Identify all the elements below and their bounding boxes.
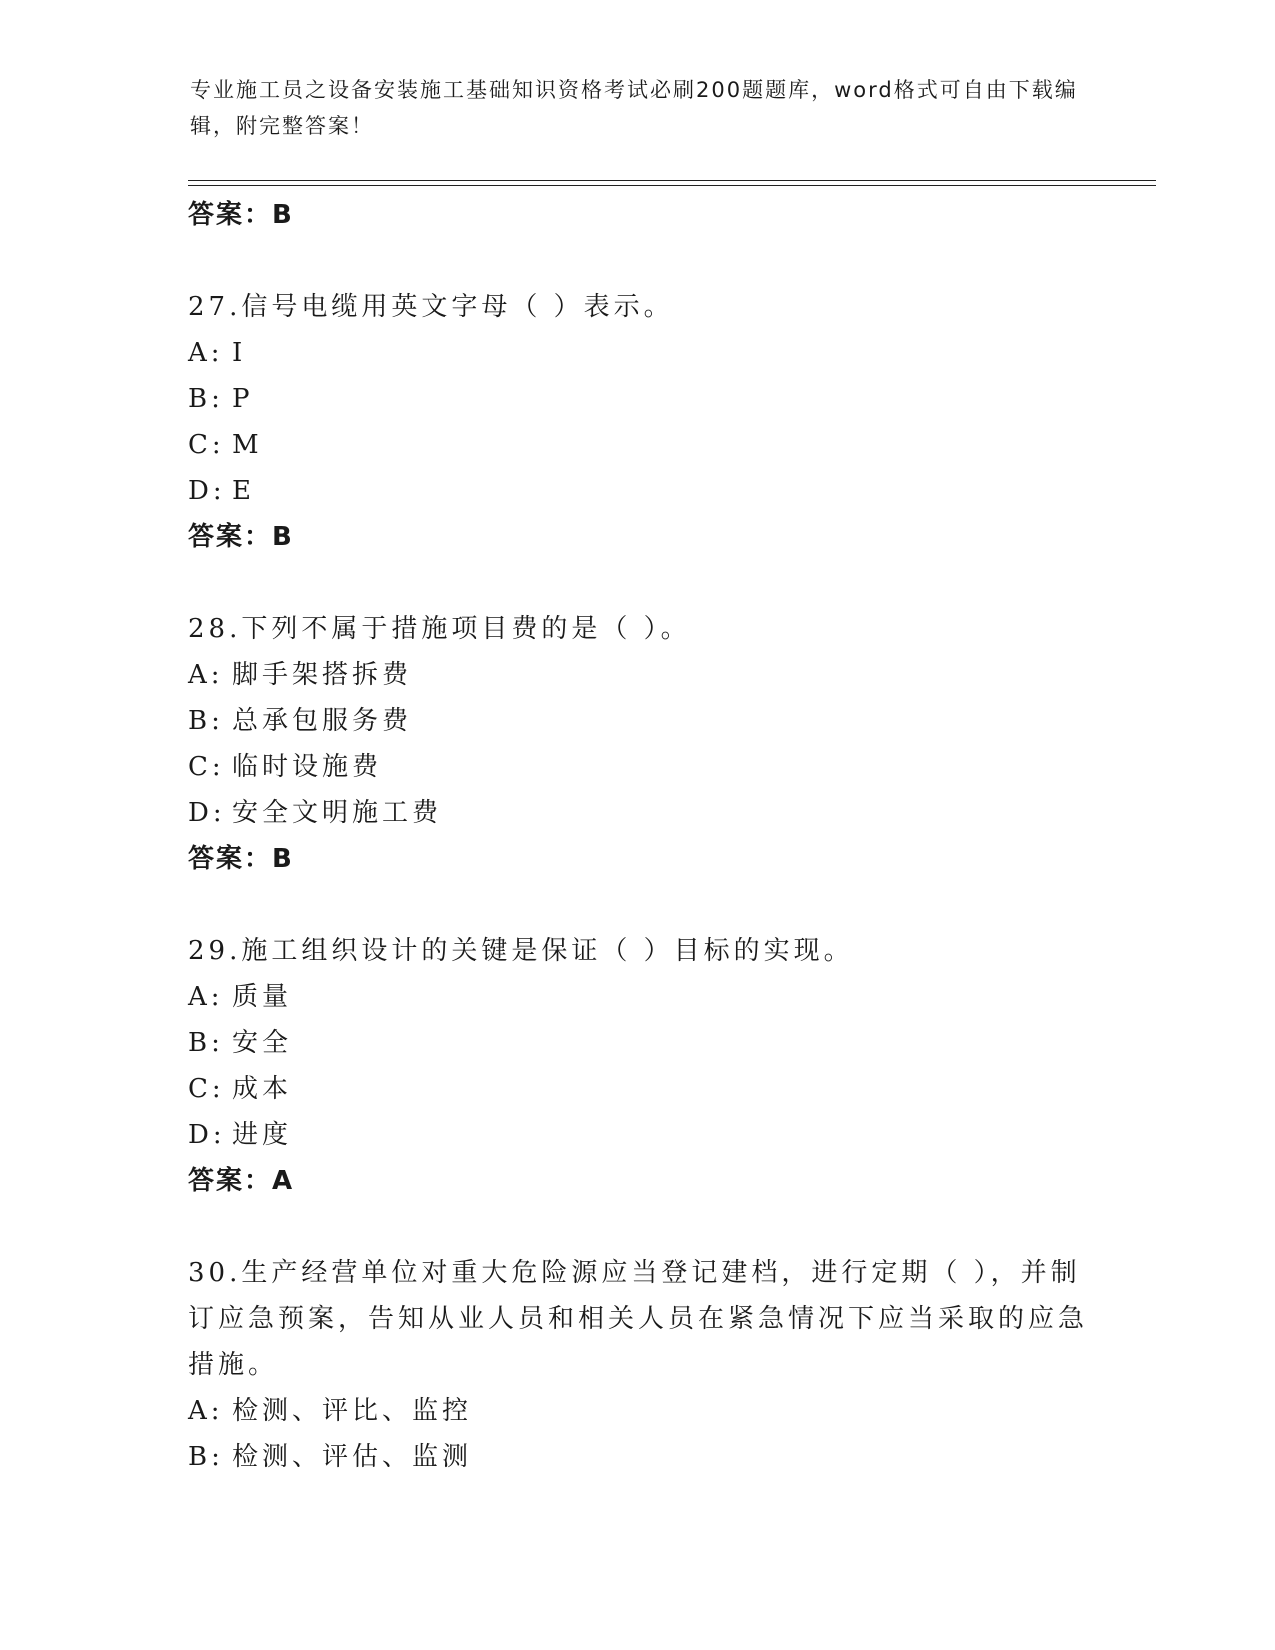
option-letter: C:: [188, 752, 225, 782]
option-letter: B:: [188, 384, 224, 414]
option-text: 检测、评估、监测: [232, 1442, 473, 1472]
question-29: [188, 928, 1088, 1204]
option-text: 质量: [232, 982, 293, 1012]
option-text: 安全: [232, 1028, 293, 1058]
answer-line: 答案：B: [188, 522, 294, 552]
option-c: [188, 1066, 1088, 1112]
option-text: 检测、评比、监控: [232, 1396, 473, 1426]
option-b: [188, 1020, 1088, 1066]
option-a: [188, 330, 1088, 376]
option-letter: A:: [188, 338, 224, 368]
option-letter: A:: [188, 660, 224, 690]
option-letter: C:: [188, 1074, 225, 1104]
option-letter: B:: [188, 706, 224, 736]
answer-line: 答案：A: [188, 1166, 295, 1196]
option-c: [188, 422, 1088, 468]
answer-line: 答案：B: [188, 200, 294, 230]
option-letter: A:: [188, 982, 224, 1012]
option-text: 进度: [232, 1120, 293, 1150]
option-a: [188, 1388, 1088, 1434]
header-rule-top: [188, 180, 1156, 181]
option-text: P: [232, 384, 254, 414]
question-title: 29.施工组织设计的关键是保证（ ）目标的实现。: [188, 936, 854, 966]
option-text: I: [232, 338, 247, 368]
header-text: 专业施工员之设备安装施工基础知识资格考试必刷200题题库，word格式可自由下载编辑，附完整答案！: [190, 78, 1078, 138]
option-text: 成本: [232, 1074, 293, 1104]
question-title: 30.生产经营单位对重大危险源应当登记建档，进行定期（ ），并制订应急预案，告知从业人员和相关人员在紧急情况下应当采取的应急措施。: [188, 1258, 1089, 1380]
option-letter: D:: [188, 1120, 226, 1150]
spacer: [188, 238, 1088, 284]
option-d: [188, 1112, 1088, 1158]
spacer: [188, 1204, 1088, 1250]
option-c: [188, 744, 1088, 790]
answer-line: 答案：B: [188, 844, 294, 874]
option-text: 临时设施费: [232, 752, 383, 782]
option-text: 脚手架搭拆费: [232, 660, 413, 690]
option-b: [188, 376, 1088, 422]
option-text: M: [232, 430, 263, 460]
page-content: [188, 192, 1088, 1480]
option-letter: A:: [188, 1396, 224, 1426]
spacer: [188, 560, 1088, 606]
option-letter: D:: [188, 798, 226, 828]
option-letter: B:: [188, 1028, 224, 1058]
header-rule-bottom: [188, 185, 1156, 186]
option-letter: B:: [188, 1442, 224, 1472]
option-a: [188, 652, 1088, 698]
option-text: 总承包服务费: [232, 706, 413, 736]
option-letter: D:: [188, 476, 226, 506]
option-text: 安全文明施工费: [232, 798, 443, 828]
question-28: [188, 606, 1088, 882]
spacer: [188, 882, 1088, 928]
option-text: E: [232, 476, 255, 506]
option-letter: C:: [188, 430, 225, 460]
document-header: [190, 72, 1080, 144]
option-a: [188, 974, 1088, 1020]
option-b: [188, 698, 1088, 744]
option-d: [188, 790, 1088, 836]
question-title: 28.下列不属于措施项目费的是（ ）。: [188, 614, 691, 644]
question-title: 27.信号电缆用英文字母（ ）表示。: [188, 292, 674, 322]
option-d: [188, 468, 1088, 514]
option-b: [188, 1434, 1088, 1480]
question-30: [188, 1250, 1088, 1480]
question-27: [188, 284, 1088, 560]
